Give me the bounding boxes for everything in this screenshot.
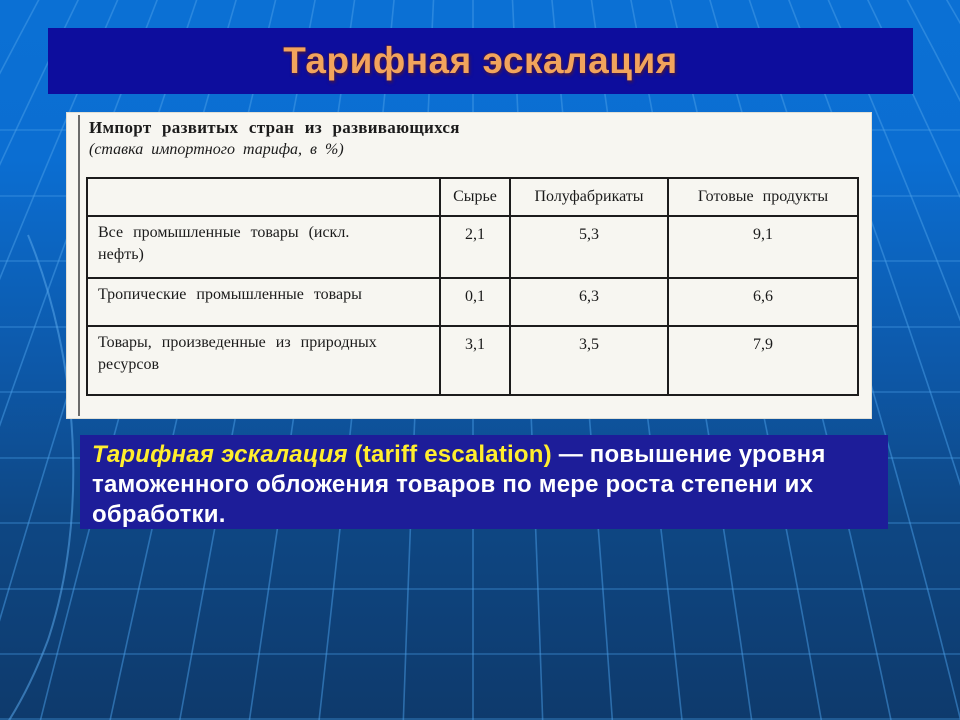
row-label: Тропические промышленные товары (88, 279, 441, 327)
definition-text: — повышение уровня таможенного обложения товаров по мере роста степени их обработки. (92, 441, 826, 528)
definition-box (80, 435, 888, 529)
column-header-semifinished: Полуфабрикаты (511, 179, 669, 217)
value-cell: 7,9 (753, 336, 773, 353)
value-cell: 3,1 (441, 327, 511, 394)
row-label: Все промышленные товары (искл. нефть) (88, 217, 441, 279)
tariff-table (86, 177, 859, 396)
scan-image (66, 112, 872, 419)
value-cell: 6,6 (669, 279, 857, 327)
value-cell: 6,3 (511, 279, 669, 327)
value-cell: 0,1 (441, 279, 511, 327)
empty-header-cell (88, 179, 441, 217)
column-header-raw: Сырье (441, 179, 511, 217)
title-bar (48, 28, 913, 94)
table-subcaption: (ставка импортного тарифа, в %) (89, 141, 344, 158)
row-label: Товары, произведенные из природных ресурсов (88, 327, 441, 394)
value-cell: 5,3 (511, 217, 669, 279)
scan-edge-line (78, 115, 80, 416)
definition-term-en: (tariff escalation) (347, 441, 559, 468)
value-cell: 2,1 (441, 217, 511, 279)
table-caption: Импорт развитых стран из развивающихся (89, 118, 460, 137)
definition-term: Тарифная эскалация (92, 441, 348, 468)
column-header-finished: Готовые продукты (669, 179, 857, 217)
value-cell: 9,1 (669, 217, 857, 279)
page-title: Тарифная эскалация (283, 40, 678, 81)
value-cell: 3,5 (511, 327, 669, 394)
